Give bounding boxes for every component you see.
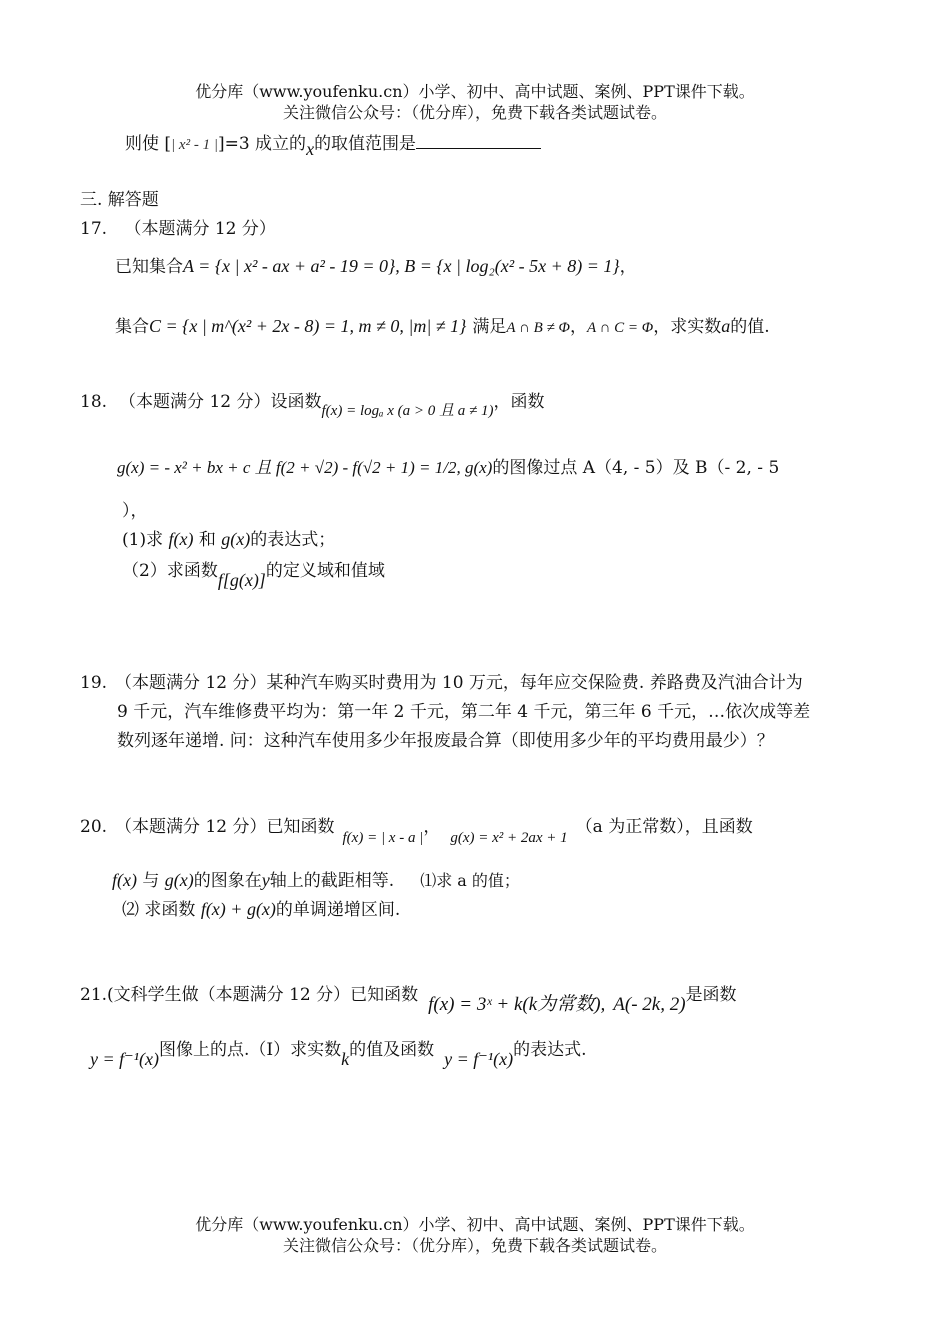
q20-comma: ， [423, 817, 441, 837]
q16-suffix: 的取值范围是 [314, 134, 417, 154]
answer-blank [416, 132, 541, 149]
set-b: , B = {x | log₂(x² - 5x + 8) = 1} [395, 256, 620, 276]
q18-part2-label: （2）求函数 [122, 561, 218, 581]
footer-line-1: 优分库（www.youfenku.cn）小学、初中、高中试题、案例、PPT课件下载。 [195, 1215, 755, 1234]
header-line-2: 关注微信公众号：（优分库），免费下载各类试题试卷。 [282, 103, 667, 122]
q20-part2-expr: f(x) + g(x) [200, 899, 276, 919]
q20-line2-and: 与 [142, 871, 160, 891]
q16-var: x [306, 139, 315, 159]
q18-g-def: g(x) = - x² + bx + c 且 f(2 + √2) - f(√2 + 1) = 1/2, g(x) [117, 458, 493, 477]
q20-paren: （a 为正常数），且函数 [575, 817, 753, 837]
q18-line-2 [117, 453, 779, 478]
q18-part2-expr: f[g(x)] [217, 570, 266, 590]
q20-score: （本题满分 12 分）已知函数 [115, 817, 335, 837]
cond-2: A ∩ C = Φ [586, 320, 654, 336]
q18-close: ）， [122, 501, 148, 521]
q17-line2-text: 集合 [115, 317, 149, 337]
q17-line2-end: ，求实数 [653, 317, 722, 337]
q20-part2-label: ⑵ 求函数 [122, 900, 196, 920]
q18-line-1 [80, 387, 545, 419]
q20-line2-f: f(x) [112, 870, 137, 890]
cond-1: A ∩ B ≠ Φ [506, 320, 570, 336]
q18-score: （本题满分 12 分）设函数 [119, 392, 322, 412]
q18-part1-and: 和 [198, 530, 216, 550]
q20-line-2 [112, 866, 520, 891]
q21-inv: y = f⁻¹(x) [90, 1049, 160, 1069]
q16-prefix: 则使 [ [125, 134, 172, 154]
q19-line-1 [80, 668, 803, 693]
q16-tail [125, 129, 541, 159]
q16-expr: | x² - 1 | [171, 137, 218, 153]
q21-line-1 [80, 979, 737, 1015]
q20-part2-tail: 的单调递增区间. [275, 900, 401, 920]
q17-line2-mid: 满足 [472, 317, 507, 337]
q18-number: 18. [80, 392, 108, 412]
q18-after-f: ，函数 [493, 392, 545, 412]
q16-mid: ]=3 成立的 [217, 134, 307, 154]
q17-var: a [721, 316, 731, 336]
q18-part1-tail: 的表达式； [250, 530, 336, 550]
q17-line1-end: ， [619, 257, 637, 277]
q20-line2-mid: 的图象在 [193, 871, 262, 891]
q19-number: 19. [80, 673, 108, 693]
q20-line-1 [80, 812, 753, 846]
q20-line2-g: g(x) [164, 870, 194, 890]
q17-score: （本题满分 12 分） [124, 219, 276, 239]
q21-line2-mid2: 的值及函数 [349, 1040, 435, 1060]
q19-line-3: 数列逐年递增. 问：这种汽车使用多少年报废最合算（即使用多少年的平均费用最少）？ [117, 731, 774, 751]
q20-part-1: ⑴求 a 的值； [420, 871, 520, 890]
q20-part-2 [122, 895, 400, 920]
q20-line2-tail: 轴上的截距相等. [269, 871, 395, 891]
q17-line1-text: 已知集合 [115, 257, 183, 277]
q21-inv2: y = f⁻¹(x) [444, 1049, 514, 1069]
q21-line2-mid: 图像上的点.（Ⅰ）求实数 [159, 1040, 342, 1060]
q17-number: 17. [80, 219, 108, 239]
q21-line2-tail: 的表达式. [513, 1040, 587, 1060]
q18-part1-label: (1)求 [122, 530, 164, 550]
q20-number: 20. [80, 817, 108, 837]
q18-part1-f: f(x) [168, 529, 194, 549]
q17-line2-tail: 的值. [730, 317, 770, 337]
set-c: C = {x | m^(x² + 2x - 8) = 1, m ≠ 0, |m| ≠ 1} [149, 316, 467, 336]
q17-line-2 [115, 312, 770, 337]
q20-line2-y: y [261, 870, 270, 890]
q21-line-2 [90, 1035, 587, 1069]
q20-f-def: f(x) = | x - a | [342, 830, 424, 846]
header-line-1: 优分库（www.youfenku.cn）小学、初中、高中试题、案例、PPT课件下载。 [195, 82, 755, 101]
q19-line-2: 9 千元，汽车维修费平均为：第一年 2 千元，第二年 4 千元，第三年 6 千元，…依次成等差 [117, 702, 811, 722]
section-title: 三. 解答题 [80, 190, 159, 210]
q17-comma: ， [569, 317, 587, 337]
q21-score: (文科学生做（本题满分 12 分）已知函数 [107, 985, 419, 1005]
q21-f-def: f(x) = 3ˣ + k(k为常数), [428, 994, 606, 1015]
q21-number: 21. [80, 985, 108, 1005]
q17-header [80, 214, 276, 239]
q18-f-def: f(x) = logₐ x (a > 0 且 a ≠ 1) [321, 403, 494, 419]
q18-part1-g: g(x) [221, 529, 251, 549]
q21-var: k [341, 1049, 350, 1069]
q18-g-tail: 的图像过点 A（4, - 5）及 B（- 2, - 5 [492, 458, 780, 478]
q21-after-point: 是函数 [685, 985, 737, 1005]
q19-line1-text: （本题满分 12 分）某种汽车购买时费用为 10 万元，每年应交保险费. 养路费及汽油合计为 [115, 673, 803, 693]
q18-part-2 [122, 556, 385, 590]
set-a: A = {x | x² - ax + a² - 19 = 0} [183, 256, 396, 276]
q17-line-1 [115, 252, 637, 277]
q21-point: A(- 2k, 2) [613, 994, 686, 1015]
q18-part2-tail: 的定义域和值域 [265, 561, 385, 581]
footer-line-2: 关注微信公众号：（优分库），免费下载各类试题试卷。 [282, 1236, 667, 1255]
q18-part-1 [122, 525, 335, 550]
q20-g-def: g(x) = x² + 2ax + 1 [450, 830, 568, 846]
